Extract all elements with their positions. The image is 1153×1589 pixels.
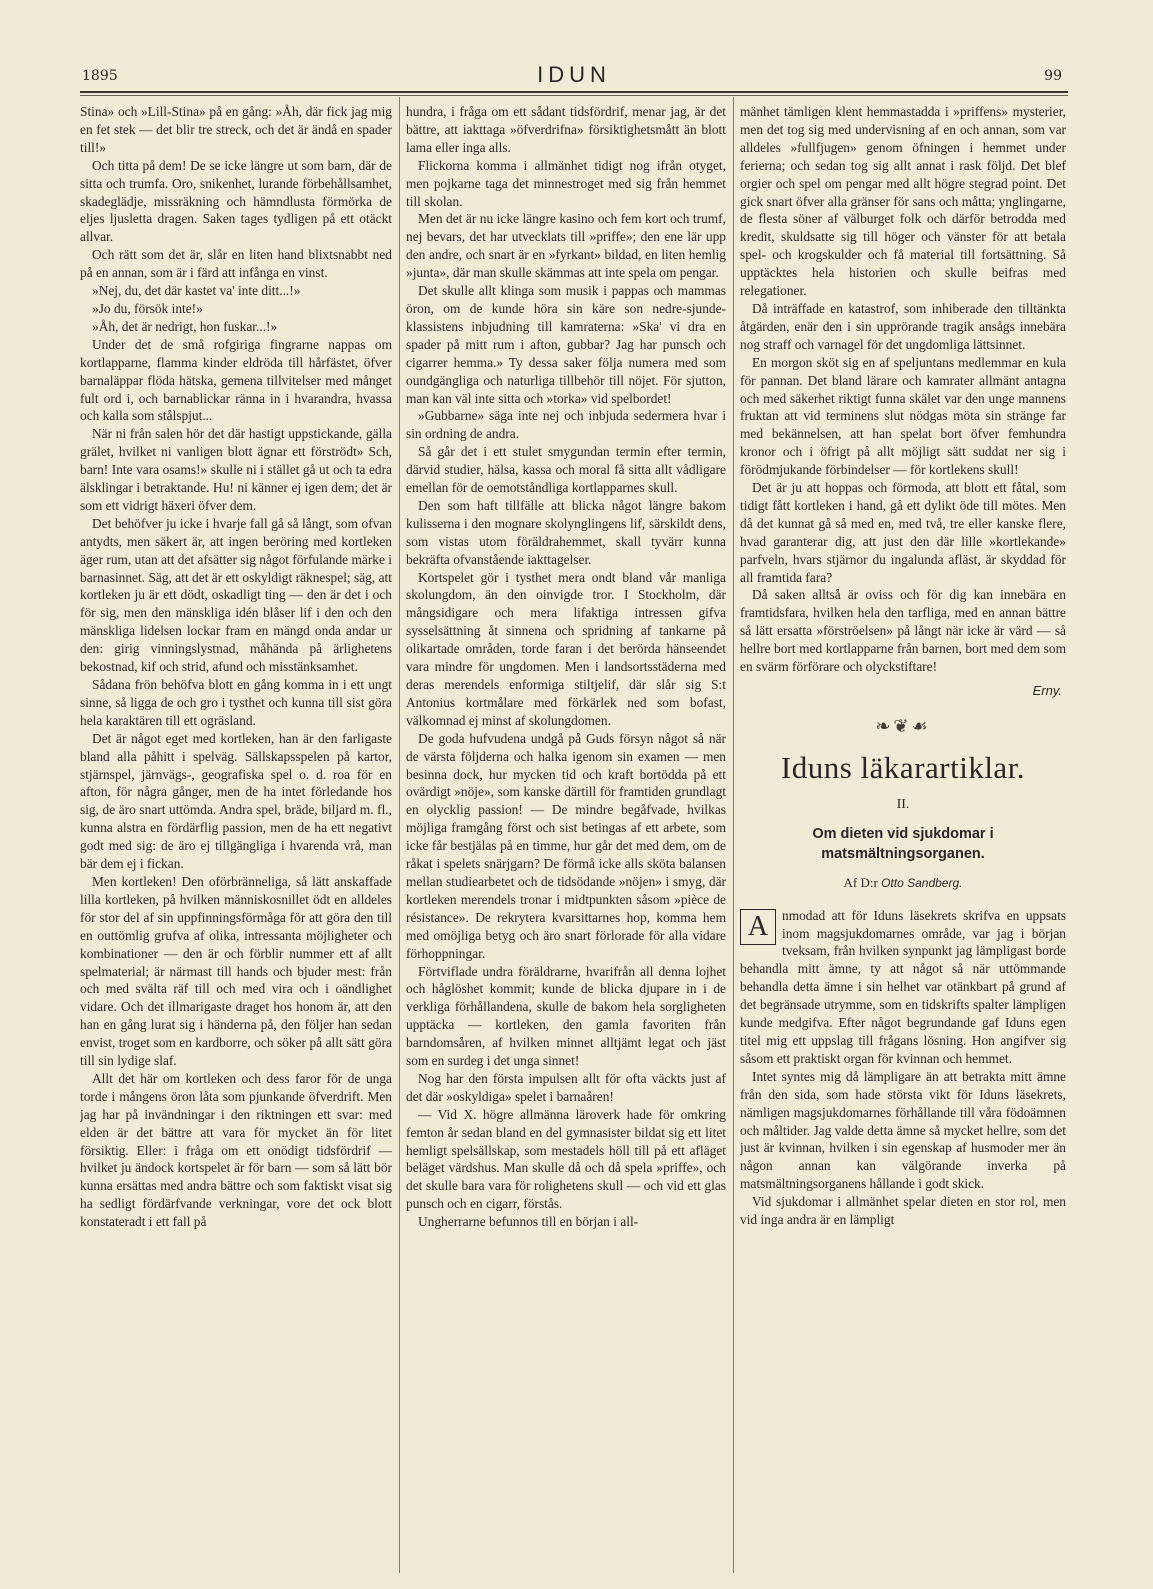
paragraph: Kortspelet gör i tysthet mera ondt bland vår manliga skolungdom, än den oinvigde tror. I Stockholm, där mångsidigare och mera lifaktiga intressen gifva sysselsättning åt sinnena och spridning af tankarne på olikartade områden, torde faran i det berörda hänseendet vara mindre för ungdomen. Men i landsortsstäderna med deras merendels enformiga stiltjelif, där slår sig S:t Antonius kortmålare med förkärlek ned som bofast, välkomnad ej minst af skolungdomen. (406, 569, 726, 728)
paragraph: Intet syntes mig då lämpligare än att betrakta mitt ämne från den sida, som hade största vikt för Iduns läsekrets, nämligen magsjukdomarnes förhållande till våra födoämnen och måltider. Jag valde detta ämne så mycket hellre, som det just är kvinnan, hvilken i sin egenskap af husmoder mer än någon annan kan välgörande inverka på matsmältningsorganens hållande i godt skick. (740, 1068, 1066, 1192)
column-divider (733, 97, 734, 1573)
article-byline (740, 874, 1066, 893)
masthead: IDUN (537, 62, 611, 87)
paragraph: Det är något eget med kortleken, han är den farligaste bland alla påhitt i spelväg. Sällskapsspelen på kartor, stjärnspel, järnvägs-, geografiska spel o. d. roa för en afton, för några gånger, men de ha intet förledande hos sig, de äro snart uttömda. Andra spel, bräde, biljard m. fl., kunna alstra en fördärflig passion, men de ha ett negativt godt med sig: de äro ej tillgängliga i hvarenda vrå, man bär dem ej i fickan. (80, 730, 392, 872)
page-number: 99 (1044, 68, 1062, 84)
paragraph: »Åh, det är nedrigt, hon fuskar...!» (92, 318, 278, 334)
paragraph: De goda hufvudena undgå på Guds försyn något så när de värsta följderna och halka igenom sin examen — men besinna dock, hur mycken tid och kraft bortödda på ett ovärdigt »nöje», som kanske därtill för framtiden grundlagt en olycklig passion! — De mindre begåfvade, hvilkas möjliga framgång först och sist betingas af ett arbete, som icke får bestjälas på en timme, hur går det med dem, om de råkat i spelets snärjgarn? De förmå icke alls sköta balansen mellan studiearbetet och de tidsödande »nöjen» i smyg, där kortleken merendels tronar i midtpunkten såsom »pièce de résistance». De rekrytera kvarsittarnes hop, komma hem med omöjliga betyg och äro snart förlorade för alla vidare förhoppningar. (406, 730, 726, 961)
paragraph: »Nej, du, det där kastet va' inte ditt...!» (92, 283, 301, 299)
paragraph: Men kortleken! Den oförbränneliga, så lätt anskaffade lilla kortleken, på hvilken människosnillet ödt en alldeles för stor del af sin uppfinningsförmåga för att göra den till en outtömlig grufva af olika, intressanta möjligheter och kombinationer — den är och förblir nummer ett af allt spelmaterial; är närmast till hands och bjuder mest: från och med svälta räf till och med vira och i oändlighet vidare. Och det illmarigaste draget hos honom är, att den han en gång lurat sig i händerna på, den följer han sedan envist, troget som en kardborre, och söker på allt sätt göra till sin lydige slaf. (80, 873, 392, 1069)
paragraph-text: nmodad att för Iduns läsekrets skrifva en uppsats inom magsjukdomarnes område, var jag i början tveksam, från hvilken synpunkt jag lämpligast borde behandla mitt ämne, ty att något så när uttömmande behandla detta ämne i sin helhet var otänkbart på grund af det begränsade utrymme, som en tidskrifts spalter lämpligen kunde medgifva. Efter något begrundande gaf Iduns egen titel mig ett uppslag till frågans lösning. Hon angifver sig såsom ett praktiskt organ för kvinnan och hemmet. (740, 907, 1066, 1066)
ornament-icon: ❧❦☙ (875, 715, 931, 736)
paragraph: Och rätt som det är, slår en liten hand blixtsnabbt ned på en annan, som är i färd att infånga en vinst. (80, 247, 392, 281)
paragraph: Stina» och »Lill-Stina» på en gång: »Åh, där fick jag mig en fet stek — det blir tre streck, och det är ändå en spader till!» (80, 104, 392, 155)
paragraph: Under det de små rofgiriga fingrarne nappas om kortlapparne, flamma kinder eldröda till hårfästet, öfver barnaläppar flöda hätska, gemena tillvitelser med månget fult ord i, och barnablickar ränna in i hvarandra, hvassa och kalla som stålspjut... (80, 336, 392, 424)
paragraph: »Gubbarne» säga inte nej och inbjuda sedermera hvar i sin ordning de andra. (406, 408, 726, 442)
dropcap-letter: A (740, 909, 776, 945)
column-divider (399, 97, 400, 1573)
paragraph: Allt det här om kortleken och dess faror för de unga torde i mångens öron låta som pjunkande öfverdrift. Men jag har på invändningar i den riktningen ett svar: med elden är det bättre att vara för mycket än för litet försiktig. Eller: i fråga om ett onödigt tidsfördrif — hvilket ju ändock kortspelet är för barn — som så lätt bör kunna ersättas med andra bättre och som faktiskt visat sig ha sedligt fördärfvande verkningar, vore det ock blott konstateradt i ett fall på (80, 1070, 392, 1230)
issue-year: 1895 (82, 68, 118, 84)
author-name: Otto Sandberg. (881, 875, 963, 890)
paragraph: När ni från salen hör det där hastigt uppstickande, gälla grälet, hvilket ni vanligen blott ägnar ett förströdt» Sch, barn! Inte vara osams!» skulle ni i stället gå ut och ta edra älsklingar i betraktande. Hu! ni känner ej igen dem; det är som ett vidrigt häxeri öfver dem. (80, 426, 392, 513)
paragraph: »Jo du, försök inte!» (92, 300, 203, 316)
header-rule-thin (80, 95, 1068, 96)
paragraph: Den som haft tillfälle att blicka något längre bakom kulisserna i den mognare skolynglingens lif, särskildt dens, som vistas utom föräldrahemmet, skall tyvärr kunna bekräfta ofvanstående iakttagelser. (406, 497, 726, 567)
paragraph: Så går det i ett stulet smygundan termin efter termin, därvid studier, hälsa, kassa och moral få sitta allt vådligare emellan för de oemotståndliga kortlapparnes skull. (406, 444, 726, 496)
column-3 (740, 103, 1066, 1573)
column-1 (80, 103, 392, 1573)
paragraph: Då saken alltså är oviss och för dig kan innebära en framtidsfara, hvilken hela den tarfliga, med en annan bättre så lätt ersatta »förströelsen» på långt när icke är värd — så hellre bort med kortlapparne från barnen, bort med dem som en svärm förförare och olyckstiftare! (740, 587, 1066, 675)
paragraph: Flickorna komma i allmänhet tidigt nog ifrån otyget, men pojkarne taga det minnestroget med sig från hemmet till skolan. (406, 157, 726, 209)
page-header (80, 60, 1068, 92)
article-title: Iduns läkarartiklar. (780, 749, 1026, 785)
paragraph: Det är ju att hoppas och förmoda, att blott ett fåtal, som tidigt fått kortleken i hand, gå ett dylikt öde till mötes. Men då det kunnat gå så med en, med två, tre eller kanske flere, hvad garanterar dig, att just den där lille »kortlekande» parfveln, hvars stjärnor du ingalunda afläst, är skyddad för all framtida fara? (740, 480, 1066, 585)
paragraph: — Vid X. högre allmänna läroverk hade för omkring femton år sedan bland en del gymnasister bildat sig ett litet hemligt spelsällskap, som mestadels höll till på ett afläget beläget värdshus. Man skulle då och då spela »priffe», och det skulle bara vara för rolighetens skull — och vid ett glas punsch och en cigarr, förstås. (406, 1106, 726, 1212)
paragraph: Nog har den första impulsen allt för ofta väckts just af det där »oskyldiga» spelet i barnaåren! (406, 1070, 726, 1104)
paragraph (740, 907, 1066, 1068)
column-2 (406, 103, 726, 1573)
paragraph: En morgon sköt sig en af speljuntans medlemmar en kula för pannan. Det bland lärare och kamrater allmänt antagna och med säkerhet riktigt funna skälet var den unge mannens fruktan att vid terminens slut nödgas möta sin stränge far med bekännelsen, att han spelat bort öfver femhundra kronor och i öfrigt på allt möjligt sätt suddat ner sig i förödmjukande förbindelser — för kortlekens skull! (740, 354, 1066, 478)
author-signature: Erny. (1032, 683, 1062, 698)
paragraph: hundra, i fråga om ett sådant tidsfördrif, menar jag, är det bättre, att iakttaga »öfverdrifna» försiktighetsmått än blott lama eller inga alls. (406, 104, 726, 155)
article-number: II. (896, 796, 910, 812)
paragraph: Vid sjukdomar i allmänhet spelar dieten en stor rol, men vid inga andra är en lämpligt (740, 1194, 1066, 1228)
paragraph: Och titta på dem! De se icke längre ut som barn, där de sitta och trumfa. Oro, snikenhet, lurande förbehållsamhet, skadeglädje, missräkning och hämndlusta förmörka de eljes ljusletta dragen. Saken tages tydligen på ett otäckt allvar. (80, 157, 392, 245)
paragraph: Ungherrarne befunnos till en början i all- (418, 1214, 639, 1230)
byline-prefix: Af D:r (843, 874, 878, 890)
paragraph: Sådana frön behöfva blott en gång komma in i ett ungt sinne, så ligga de och gro i tysthet och kunna till sist göra hela karaktären till ett ogräsland. (80, 677, 392, 728)
paragraph: Men det är nu icke längre kasino och fem kort och trumf, nej bevars, det har utvecklats till »priffe»; den ene lär upp den andre, och snart är en »fyrkant» bildad, en liten hemlig »junta», där man skulle skämmas att inte spela om pengar. (406, 211, 726, 281)
paragraph: mänhet tämligen klent hemmastadda i »priffens» mysterier, men det tog sig med undervisning af en och annan, som var alldeles »fullfjugen» genom öfningen i hemmet under ferierna; och sedan tog sig allt annat i rask följd. Det blef orgier och spel om pengar med allt högre stegrad point. Det gick snart öfver alla gränser för sans och måtta; ynglingarne, de flesta söner af välburget folk och därför betrodda med kredit, skuldsatte sig till höger och vänster för att betala spel- och krogskulder och få material till fortsättning. Så upptäcktes hela historien och skulle beifras med relegationer. (740, 104, 1066, 299)
header-rule (80, 91, 1068, 93)
paragraph: Det behöfver ju icke i hvarje fall gå så långt, som ofvan antydts, men säkert är, att ingen beröring med kortleken äger rum, utan att det afsätter sig något förfulande märke i barnasinnet. Säg, att det är ett oskyldigt räknespel; säg, att kortleken ju är ett dödt, oskadligt ting — den är det i och för sig, men den mänskliga idén blåser lif i den och den mänskliga lidelsen lockar fram en mängd onda andar ur den: girig vinningslystnad, måhända på ärlighetens bekostnad, kif och strid, afund och misstänksamhet. (80, 515, 392, 675)
paragraph: Det skulle allt klinga som musik i pappas och mammas öron, om de kunde höra sin käre son nedre-sjunde-klassistens inbjudning till kamraterna: »Ska' vi dra en spader på mitt rum i afton, gubbar? Jag har punsch och cigarrer hemma.» Ty dessa saker följa numera med som oundgängliga och naturliga tillbehör till nöjet. För sjutton, man kan väl inte sitta och »torka» vid spelbordet! (406, 283, 726, 406)
paragraph: Då inträffade en katastrof, som inhiberade den tilltänkta åtgärden, enär den i sin upprörande tragik ansågs innebära nog straff och varnagel för det ungdomliga lättsinnet. (740, 300, 1066, 352)
paragraph: Förtviflade undra föräldrarne, hvarifrån all denna lojhet och håglöshet kommit; kunde de blicka djupare in i de verkliga förhållandena, skulle de bakom hela sorgligheten upptäcka — kortleken, den gamla favoriten från barndomsåren, af hvilken minnet alltjämt legat och jäst som en surdeg i det unga sinnet! (406, 963, 726, 1069)
article-subtitle: Om dieten vid sjukdomar i matsmältningsorganen. (812, 825, 994, 862)
